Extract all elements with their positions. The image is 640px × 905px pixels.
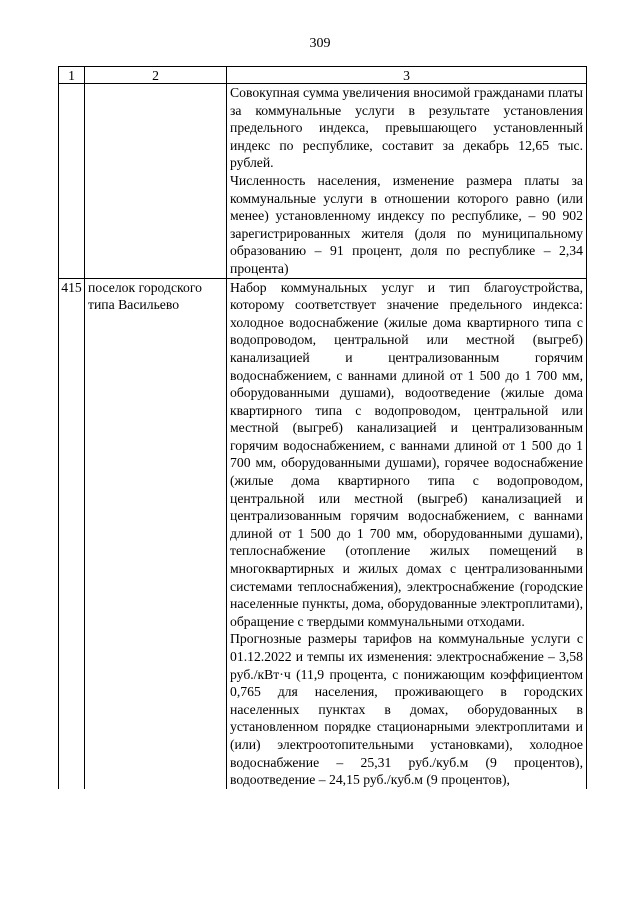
paragraph-services-set: Набор коммунальных услуг и тип благоустройства, которому соответствует значение предельного индекса: холодное водоснабжение (жилые дома квартирного типа с водопроводом, центральной или местной (выгреб) канализацией и централизованным горячим водоснабжением, с ваннами длиной от 1 500 до 1 700 мм, оборудованными душами), водоотведение (жилые дома квартирного типа с водопроводом, центральной или местной (выгреб) канализацией и централизованным горячим водоснабжением, с ваннами длиной от 1 500 до 1 700 мм, оборудованными душами), горячее водоснабжение (жилые дома квартирного типа с водопроводом, центральной или местной (выгреб) канализацией и централизованным горячим водоснабжением, с ваннами длиной от 1 500 до 1 700 мм, оборудованными душами), теплоснабжение (отопление жилых помещений в многоквартирных и жилых домах с централизованными системами теплоснабжения), электроснабжение (городские населенные пункты, дома, оборудованные электроплитами), обращение с твердыми коммунальными отходами.: [230, 279, 583, 629]
table-row-continuation: [59, 84, 587, 279]
settlement-name-cell: поселок городского типа Васильево: [85, 278, 227, 789]
description-cell: [227, 84, 587, 279]
row-number-cell: 415: [59, 278, 85, 789]
table-row-415: [59, 278, 587, 789]
table-header-row: [59, 67, 587, 84]
tariff-table: [58, 66, 587, 789]
column-header-2: 2: [85, 67, 227, 84]
description-cell: [227, 278, 587, 789]
column-header-1: 1: [59, 67, 85, 84]
settlement-name-cell: [85, 84, 227, 279]
page-number: 309: [309, 36, 331, 51]
paragraph-population: Численность населения, изменение размера платы за коммунальные услуги в отношении которого равно (или менее) установленному индексу по республике, – 90 902 зарегистрированных жителя (доля по муниципальному образованию – 91 процент, доля по республике – 2,34 процента): [230, 172, 583, 276]
row-number-cell: [59, 84, 85, 279]
paragraph-total-increase: Совокупная сумма увеличения вносимой гражданами платы за коммунальные услуги в результате установления предельного индекса, превышающего установленный индекс по республике, составит за декабрь 12,65 тыс. рублей.: [230, 85, 583, 171]
column-header-3: 3: [227, 67, 587, 84]
paragraph-forecast-tariffs: Прогнозные размеры тарифов на коммунальные услуги с 01.12.2022 и темпы их изменения: электроснабжение – 3,58 руб./кВт·ч (11,9 процента, с понижающим коэффициентом 0,765 для населения, проживающего в городских населенных пунктах в домах, оборудованных в установленном порядке стационарными электроплитами и (или) электроотопительными установками), холодное водоснабжение – 25,31 руб./куб.м (9 процентов), водоотведение – 24,15 руб./куб.м (9 процентов),: [230, 631, 583, 788]
